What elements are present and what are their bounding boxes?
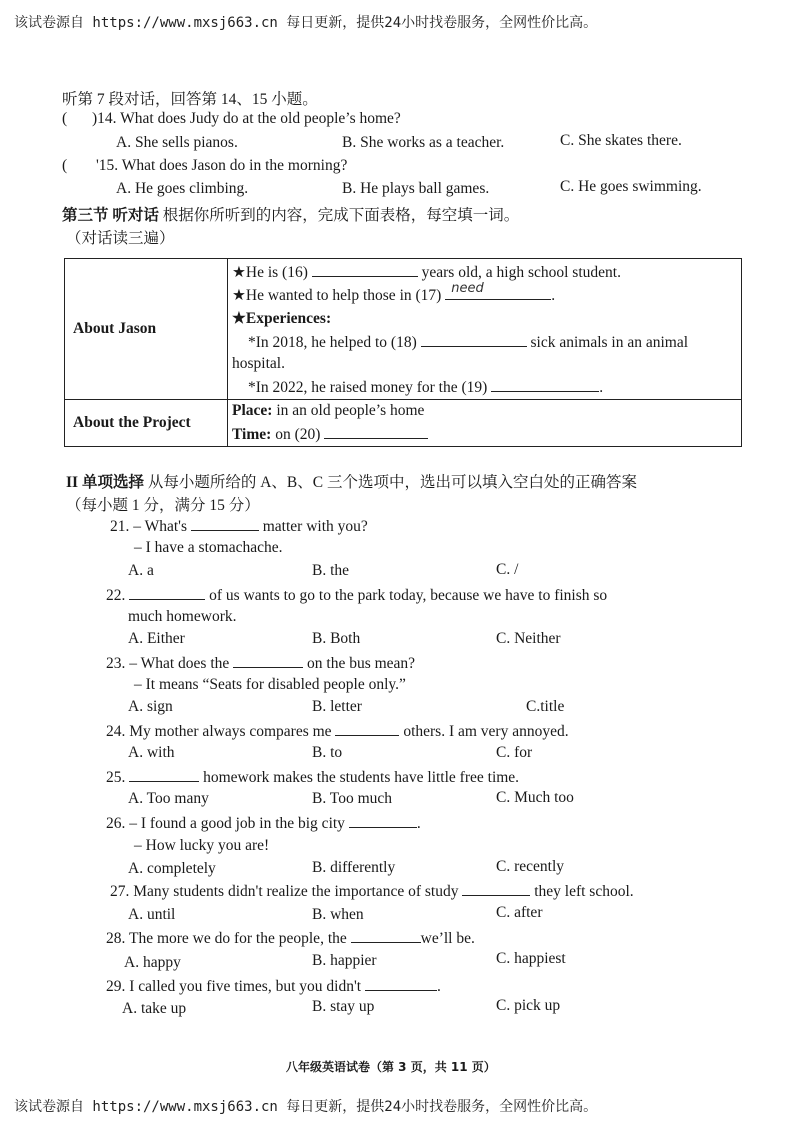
part2-note: （每小题 1 分，满分 15 分）	[66, 497, 260, 514]
question-25	[106, 767, 519, 787]
listening-table	[64, 258, 742, 447]
item-16	[232, 262, 621, 282]
q28-option-b: B. happier	[312, 952, 377, 969]
q24-option-a: A. with	[128, 744, 175, 761]
q23-line2: – It means “Seats for disabled people only.”	[134, 676, 406, 693]
blank-19[interactable]	[491, 377, 599, 392]
q27-option-c: C. after	[496, 904, 543, 921]
q24-option-b: B. to	[312, 744, 343, 761]
q27-option-b: B. when	[312, 906, 364, 923]
time-label: Time:	[232, 426, 272, 443]
blank-17[interactable]	[445, 281, 551, 300]
q29-suffix: .	[436, 978, 441, 995]
item-16-suffix: years old, a high school student.	[421, 264, 621, 281]
q14-stem: )14. What does Judy do at the old people’s home?	[92, 110, 401, 127]
source-banner-top: 该试卷源自 https://www.mxsj663.cn 每日更新，提供24小时找卷服务，全网性价比高。	[14, 15, 598, 31]
q21-option-b: B. the	[312, 562, 350, 579]
q23-suffix: on the bus mean?	[307, 655, 416, 672]
page-footer: 八年级英语试卷（第 3 页，共 11 页）	[286, 1060, 496, 1074]
item-17	[232, 281, 556, 305]
question-28	[106, 928, 475, 948]
q29-option-c: C. pick up	[496, 997, 561, 1014]
q24-suffix: others. I am very annoyed.	[403, 723, 569, 740]
q21-option-a: A. a	[128, 562, 154, 579]
q28-blank[interactable]	[351, 928, 421, 943]
item-19	[248, 377, 603, 397]
q22-line2: much homework.	[128, 608, 237, 625]
blank-16[interactable]	[312, 262, 418, 277]
q29-option-b: B. stay up	[312, 998, 375, 1015]
q29-option-a: A. take up	[122, 1000, 187, 1017]
question-23	[106, 653, 415, 673]
q15-bracket: (	[62, 157, 68, 174]
item-18-continued: hospital.	[232, 355, 285, 372]
place-value: in an old people’s home	[272, 402, 425, 419]
q28-suffix: we’ll be.	[420, 930, 475, 947]
section3-title: 第三节 听对话	[62, 207, 159, 224]
question-27	[110, 881, 634, 901]
q14-option-a: A. She sells pianos.	[116, 134, 238, 151]
q21-option-c: C. /	[496, 561, 519, 578]
q29-blank[interactable]	[365, 976, 437, 991]
row2-label: About the Project	[73, 414, 191, 431]
q25-option-c: C. Much too	[496, 789, 574, 806]
q25-blank[interactable]	[129, 767, 199, 782]
q23-prefix: 23. – What does the	[106, 655, 230, 672]
q14-bracket: (	[62, 110, 68, 127]
item-16-prefix: ★He is (16)	[232, 264, 308, 281]
experiences-heading: ★Experiences:	[232, 310, 332, 327]
q27-blank[interactable]	[462, 881, 530, 896]
q22-suffix: of us wants to go to the park today, because we have to finish so	[209, 587, 608, 604]
q21-line2: – I have a stomachache.	[134, 539, 283, 556]
section3-instruction: 根据你所听到的内容，完成下面表格，每空填一词。	[158, 207, 520, 224]
time-value: on (20)	[271, 426, 321, 443]
q25-option-a: A. Too many	[128, 790, 209, 807]
q27-option-a: A. until	[128, 906, 176, 923]
q23-option-a: A. sign	[128, 698, 173, 715]
time-line	[232, 424, 428, 444]
q21-blank[interactable]	[191, 516, 259, 531]
q27-suffix: they left school.	[534, 883, 634, 900]
question-21	[110, 516, 368, 536]
item-18-suffix: sick animals in an animal	[530, 334, 689, 351]
row-label-cell	[65, 259, 228, 400]
q22-prefix: 22.	[106, 587, 126, 604]
q26-blank[interactable]	[349, 813, 417, 828]
q23-option-c: C.title	[526, 698, 565, 715]
q26-option-a: A. completely	[128, 860, 216, 877]
source-banner-bottom: 该试卷源自 https://www.mxsj663.cn 每日更新，提供24小时找卷服务，全网性价比高。	[14, 1099, 598, 1115]
q15-stem: '15. What does Jason do in the morning?	[96, 157, 348, 174]
section7-intro: 听第 7 段对话，回答第 14、15 小题。	[62, 91, 318, 108]
blank-18[interactable]	[421, 332, 527, 347]
q26-suffix: .	[416, 815, 421, 832]
row-label-cell	[65, 400, 228, 447]
q26-line2: – How lucky you are!	[134, 837, 270, 854]
q22-option-a: A. Either	[128, 630, 185, 647]
q28-option-c: C. happiest	[496, 950, 566, 967]
question-29	[106, 976, 441, 996]
q24-option-c: C. for	[496, 744, 533, 761]
part2-heading	[66, 470, 637, 492]
q21-suffix: matter with you?	[262, 518, 368, 535]
question-24	[106, 721, 569, 741]
place-label: Place:	[232, 402, 273, 419]
q22-option-b: B. Both	[312, 630, 361, 647]
q21-prefix: 21. – What's	[110, 518, 187, 535]
q22-blank[interactable]	[129, 585, 205, 600]
q23-blank[interactable]	[233, 653, 303, 668]
item-18	[248, 332, 688, 352]
section3-note: （对话读三遍）	[66, 230, 175, 247]
q24-prefix: 24. My mother always compares me	[106, 723, 332, 740]
part2-title: II 单项选择	[66, 474, 144, 491]
item-19-suffix: .	[599, 379, 604, 396]
project-info-cell	[228, 400, 742, 447]
q23-option-b: B. letter	[312, 698, 362, 715]
q25-option-b: B. Too much	[312, 790, 393, 807]
jason-info-cell	[228, 259, 742, 400]
q15-option-b: B. He plays ball games.	[342, 180, 490, 197]
q26-option-b: B. differently	[312, 859, 396, 876]
handwritten-answer-17: need	[451, 281, 484, 296]
q24-blank[interactable]	[335, 721, 399, 736]
place-line	[232, 402, 424, 420]
q28-option-a: A. happy	[124, 954, 181, 971]
section3-heading	[62, 203, 519, 225]
q28-prefix: 28. The more we do for the people, the	[106, 930, 347, 947]
q29-prefix: 29. I called you five times, but you didn't	[106, 978, 362, 995]
q25-suffix: homework makes the students have little free time.	[203, 769, 520, 786]
q25-prefix: 25.	[106, 769, 126, 786]
question-22	[106, 585, 607, 605]
q14-option-b: B. She works as a teacher.	[342, 134, 505, 151]
q15-option-c: C. He goes swimming.	[560, 178, 702, 195]
row1-label: About Jason	[73, 320, 157, 337]
item-17-suffix: .	[551, 287, 556, 304]
q26-prefix: 26. – I found a good job in the big city	[106, 815, 345, 832]
q27-prefix: 27. Many students didn't realize the importance of study	[110, 883, 459, 900]
q14-option-c: C. She skates there.	[560, 132, 682, 149]
item-17-prefix: ★He wanted to help those in (17)	[232, 287, 442, 304]
q22-option-c: C. Neither	[496, 630, 561, 647]
q15-option-a: A. He goes climbing.	[116, 180, 249, 197]
q26-option-c: C. recently	[496, 858, 565, 875]
blank-20[interactable]	[324, 424, 428, 439]
item-18-prefix: *In 2018, he helped to (18)	[248, 334, 417, 351]
question-26	[106, 813, 421, 833]
part2-instruction: 从每小题所给的 A、B、C 三个选项中，选出可以填入空白处的正确答案	[143, 474, 637, 491]
item-19-prefix: *In 2022, he raised money for the (19)	[248, 379, 488, 396]
